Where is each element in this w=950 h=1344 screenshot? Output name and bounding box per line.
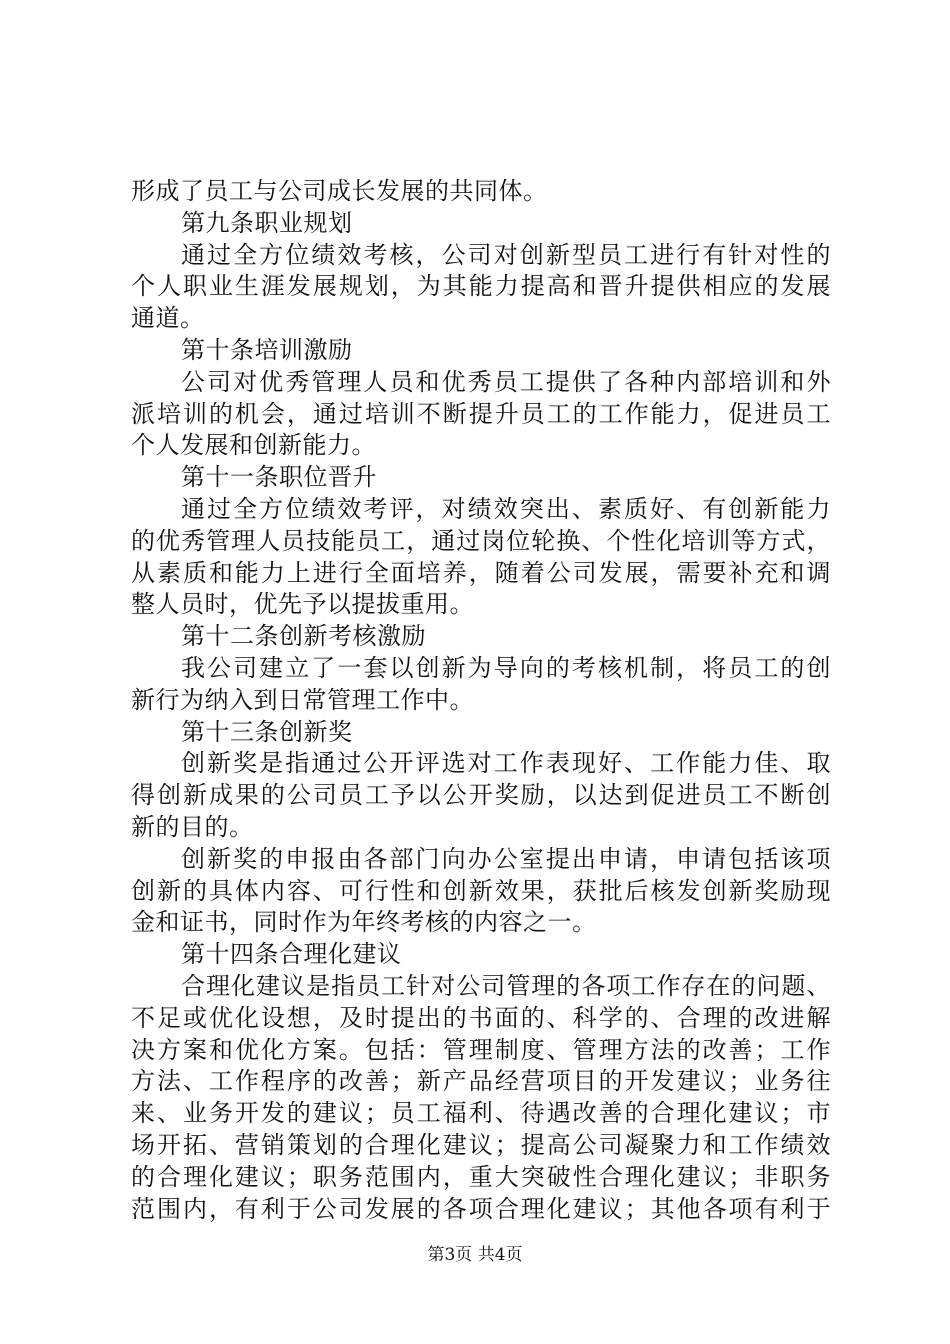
section-heading: 第十四条合理化建议: [181, 940, 402, 969]
text-line: 我公司建立了一套以创新为导向的考核机制，将员工的创: [181, 653, 831, 682]
text-line: 金和证书，同时作为年终考核的内容之一。: [131, 908, 597, 937]
section-heading: 第十条培训激励: [181, 335, 353, 364]
text-line: 合理化建议是指员工针对公司管理的各项工作存在的问题、: [181, 971, 831, 1000]
section-heading: 第十一条职位晋升: [181, 463, 377, 492]
text-line: 通过全方位绩效考评，对绩效突出、素质好、有创新能力: [181, 494, 831, 523]
body-text: [131, 176, 831, 1225]
page-number: 第3页 共4页: [427, 1245, 523, 1265]
text-line: 的合理化建议；职务范围内，重大突破性合理化建议；非职务: [131, 1162, 831, 1191]
text-line: 通过全方位绩效考核，公司对创新型员工进行有针对性的: [181, 240, 831, 269]
section-heading: 第十三条创新奖: [181, 717, 353, 746]
text-line: 个人职业生涯发展规划，为其能力提高和晋升提供相应的发展: [131, 272, 831, 301]
text-line: 个人发展和创新能力。: [131, 431, 376, 460]
text-line: 新的目的。: [131, 812, 254, 841]
text-line: 方法、工作程序的改善；新产品经营项目的开发建议；业务往: [131, 1067, 831, 1096]
section-heading: 第十二条创新考核激励: [181, 622, 426, 651]
text-line: 新行为纳入到日常管理工作中。: [131, 685, 474, 714]
text-line: 从素质和能力上进行全面培养，随着公司发展，需要补充和调: [131, 558, 831, 587]
text-line: 形成了员工与公司成长发展的共同体。: [131, 177, 548, 205]
text-line: 来、业务开发的建议；员工福利、待遇改善的合理化建议；市: [131, 1099, 831, 1128]
text-line: 整人员时，优先予以提拔重用。: [131, 590, 474, 619]
text-line: 创新奖是指通过公开评选对工作表现好、工作能力佳、取: [181, 749, 831, 778]
text-line: 的优秀管理人员技能员工，通过岗位轮换、个性化培训等方式，: [131, 526, 831, 555]
text-line: 得创新成果的公司员工予以公开奖励，以达到促进员工不断创: [131, 781, 831, 810]
text-line: 不足或优化设想，及时提出的书面的、科学的、合理的改进解: [131, 1003, 831, 1032]
text-line: 创新奖的申报由各部门向办公室提出申请，申请包括该项: [181, 844, 831, 873]
text-line: 通道。: [131, 304, 205, 333]
text-line: 创新的具体内容、可行性和创新效果，获批后核发创新奖励现: [131, 876, 831, 905]
section-heading: 第九条职业规划: [181, 208, 353, 237]
text-line: 场开拓、营销策划的合理化建议；提高公司凝聚力和工作绩效: [131, 1130, 831, 1159]
text-line: 公司对优秀管理人员和优秀员工提供了各种内部培训和外: [181, 367, 831, 396]
text-line: 范围内，有利于公司发展的各项合理化建议；其他各项有利于: [131, 1194, 831, 1223]
text-line: 派培训的机会，通过培训不断提升员工的工作能力，促进员工: [131, 399, 831, 428]
text-line: 决方案和优化方案。包括：管理制度、管理方法的改善；工作: [131, 1035, 831, 1064]
